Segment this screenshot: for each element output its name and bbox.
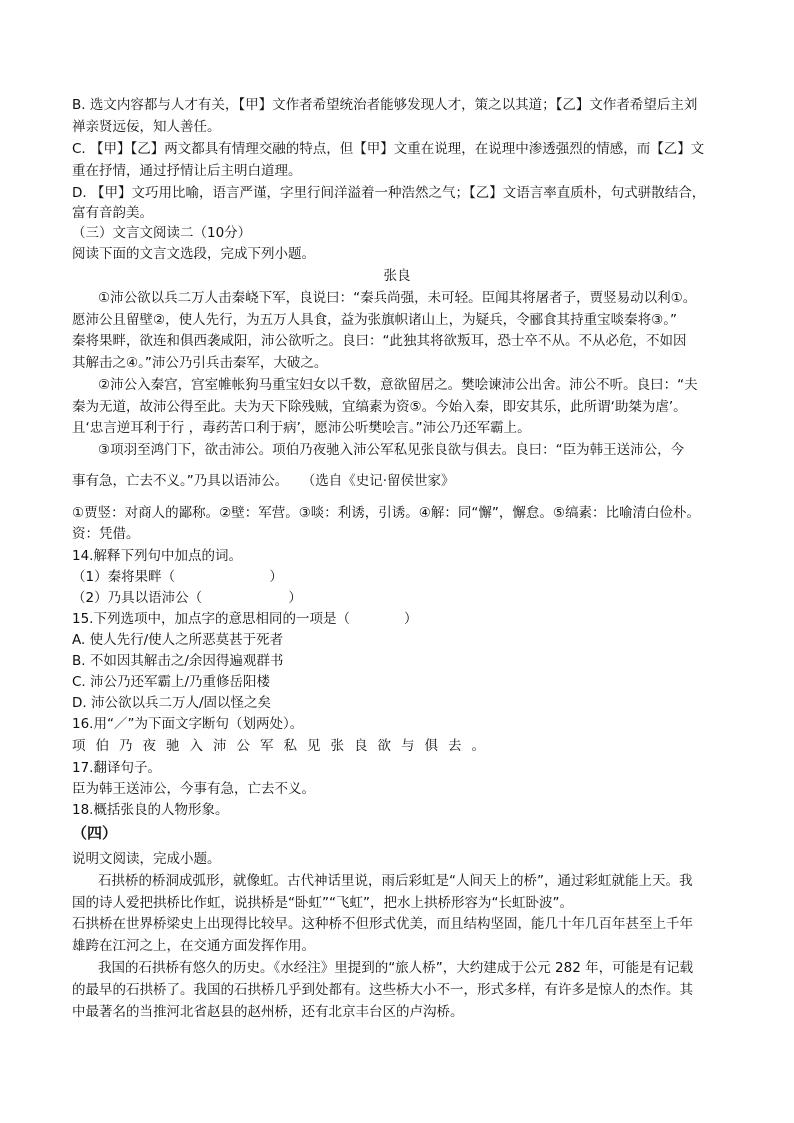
question-14-item-2-text: （2）乃具以语沛公（	[72, 590, 203, 606]
close-paren: ）	[288, 590, 302, 606]
passage-p1-line-2: 愿沛公且留壁②，使人先行，为五万人具食，益为张旗帜诸山上，为疑兵，令郦食其持重宝啖秦将③。”	[72, 312, 677, 328]
section3-instruction: 阅读下面的文言文选段，完成下列小题。	[72, 246, 315, 262]
choice-b-line-2: 禅亲贤远佞，知人善任。	[72, 119, 221, 135]
question-17-text: 臣为韩王送沛公，今事有急，亡去不义。	[72, 781, 315, 797]
choice-b-line-1: B. 选文内容都与人才有关，【甲】文作者希望统治者能够发现人才，策之以其道；【乙】文作者希望后主刘	[72, 97, 698, 113]
passage-title: 张良	[383, 268, 411, 284]
passage-p3-line-2: 事有急，亡去不义。”乃具以语沛公。 （选自《史记·留侯世家》	[72, 473, 455, 489]
question-14: 14.解释下列句中加点的词。	[72, 548, 242, 564]
question-18: 18.概括张良的人物形象。	[72, 802, 229, 818]
section4-p1-line-2: 国的诗人爱把拱桥比作虹，说拱桥是“卧虹”“飞虹”，把水上拱桥形容为“长虹卧波”。	[72, 895, 573, 911]
question-16-text: 项伯乃夜驰入沛公军私见张良欲与俱去。	[72, 738, 495, 754]
notes-line-1: ①贾竖：对商人的鄙称。②壁：军营。③啖：利诱，引诱。④解：同“懈”，懈怠。⑤缟素：比喻清白俭朴。	[72, 505, 700, 521]
section4-p3-line-2: 的最早的石拱桥了。我国的石拱桥几乎到处都有。这些桥大小不一，形式多样，有许多是惊人的杰作。其	[72, 982, 693, 998]
section4-p1-line-1: 石拱桥的桥洞成弧形，就像虹。古代神话里说，雨后彩虹是“人间天上的桥”，通过彩虹就能上天。我	[98, 873, 693, 889]
passage-p2-line-3: 且‘忠言逆耳利于行 ，毒药苦口利于病’，愿沛公听樊哙言。”沛公乃还军霸上。	[72, 420, 531, 436]
section4-title: （四）	[72, 824, 118, 842]
question-15-option-c: C. 沛公乃还军霸上/乃重修岳阳楼	[72, 674, 271, 690]
question-14-item-1-text: （1）秦将果畔（	[72, 569, 176, 585]
section4-p3-line-3: 中最著名的当推河北省赵县的赵州桥，还有北京丰台区的卢沟桥。	[72, 1004, 464, 1020]
question-15-option-b: B. 不如因其解击之/余因得遍观群书	[72, 653, 284, 669]
question-17: 17.翻译句子。	[72, 760, 161, 776]
question-14-item-2	[72, 587, 302, 609]
close-paren: ）	[269, 569, 283, 585]
passage-p2-line-1: ②沛公入秦宫，宫室帷帐狗马重宝妇女以千数，意欲留居之。樊哙谏沛公出舍。沛公不听。良曰：“夫	[98, 377, 698, 393]
choice-d-line-1: D. 【甲】文巧用比喻，语言严谨，字里行间洋溢着一种浩然之气；【乙】文语言率直质朴，句式骈散结合，	[72, 185, 706, 201]
choice-c-line-1: C. 【甲】【乙】两文都具有情理交融的特点，但【甲】文重在说理，在说理中渗透强烈的情感，而【乙】文	[72, 141, 705, 157]
section3-title: （三）文言文阅读二（10分）	[72, 225, 252, 241]
passage-p1-line-4: 其解击之④。”沛公乃引兵击秦军，大破之。	[72, 355, 328, 371]
question-16: 16.用“／”为下面文字断句（划两处）。	[72, 716, 304, 732]
passage-p2-line-2: 秦为无道，故沛公得至此。夫为天下除残贼，宜缟素为资⑤。今始入秦，即安其乐，此所谓‘助桀为虐’。	[72, 399, 687, 415]
question-14-item-1	[72, 566, 283, 588]
choice-d-line-2: 富有音韵美。	[72, 205, 153, 221]
choice-c-line-2: 重在抒情，通过抒情让后主明白道理。	[72, 163, 302, 179]
question-15-option-d: D. 沛公欲以兵二万人/固以怪之矣	[72, 695, 272, 711]
passage-p3-line-1: ③项羽至鸿门下，欲击沛公。项伯乃夜驰入沛公军私见张良欲与俱去。良曰：“臣为韩王送沛公，今	[98, 442, 685, 458]
notes-line-2: 资：凭借。	[72, 526, 140, 542]
question-15: 15.下列选项中，加点字的意思相同的一项是（ ）	[72, 611, 418, 627]
section4-instruction: 说明文阅读，完成小题。	[72, 851, 221, 867]
section4-p2-line-1: 石拱桥在世界桥梁史上出现得比较早。这种桥不但形式优美，而且结构坚固，能几十年几百年甚至上千年	[72, 916, 693, 932]
section4-p3-line-1: 我国的石拱桥有悠久的历史。《水经注》里提到的“旅人桥”，大约建成于公元 282 年，可能是有记载	[98, 960, 694, 976]
question-15-option-a: A. 使人先行/使人之所恶莫甚于死者	[72, 632, 284, 648]
passage-p1-line-3: 秦将果畔，欲连和俱西袭咸阳，沛公欲听之。良曰：“此独其将欲叛耳，恐士卒不从。不从必危，不如因	[72, 333, 687, 349]
section4-p2-line-2: 雄跨在江河之上，在交通方面发挥作用。	[72, 938, 315, 954]
passage-p1-line-1: ①沛公欲以兵二万人击秦峣下军，良说曰：“秦兵尚强，未可轻。臣闻其将屠者子，贾竖易动以利①。	[98, 290, 697, 306]
